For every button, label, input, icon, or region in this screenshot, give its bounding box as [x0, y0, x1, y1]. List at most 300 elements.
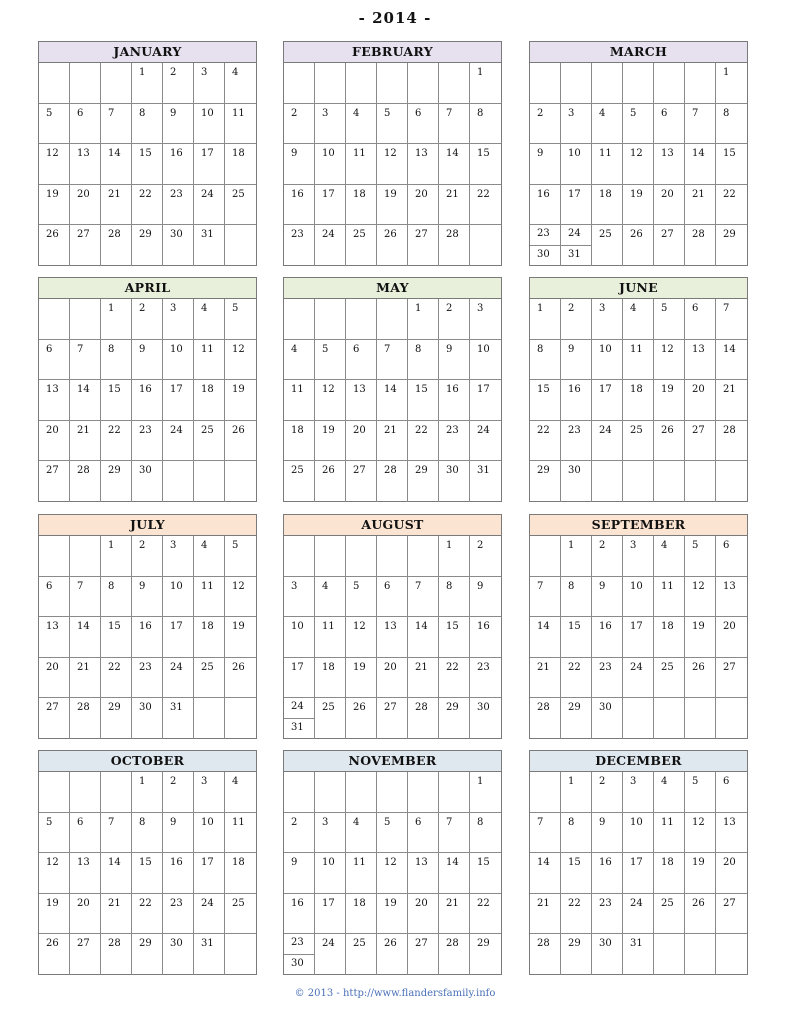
day-number: 5	[692, 776, 699, 787]
day-cell	[654, 63, 685, 104]
day-cell	[315, 536, 346, 577]
day-number: 6	[353, 343, 360, 355]
day-number: 9	[139, 580, 146, 592]
day-cell	[470, 853, 501, 894]
day-cell	[284, 536, 315, 577]
day-cell	[70, 772, 101, 813]
day-number: 28	[692, 229, 705, 241]
day-cell	[439, 421, 470, 462]
day-cell	[346, 144, 377, 185]
day-cell	[225, 772, 256, 813]
day-number: 4	[232, 67, 239, 78]
day-grid	[39, 772, 256, 975]
day-number: 29	[415, 465, 428, 477]
day-cell	[685, 104, 716, 145]
day-cell	[623, 772, 654, 813]
day-cell	[685, 380, 716, 421]
day-cell	[315, 577, 346, 618]
day-number: 12	[353, 621, 366, 633]
day-number: 7	[537, 816, 544, 828]
day-cell	[685, 853, 716, 894]
day-number: 9	[537, 148, 544, 160]
day-number: 4	[599, 107, 606, 119]
day-cell	[70, 617, 101, 658]
day-cell	[163, 772, 194, 813]
day-cell	[716, 617, 747, 658]
day-number: 14	[77, 621, 90, 633]
day-cell	[225, 185, 256, 226]
day-cell	[470, 299, 501, 340]
day-cell	[530, 340, 561, 381]
day-cell	[623, 225, 654, 266]
day-cell	[101, 536, 132, 577]
day-cell	[315, 894, 346, 935]
day-number: 6	[661, 107, 668, 119]
day-cell	[70, 934, 101, 975]
day-number: 25	[599, 229, 612, 241]
day-number: 12	[322, 384, 335, 396]
month-april	[38, 277, 257, 502]
day-cell	[685, 185, 716, 226]
day-cell	[346, 380, 377, 421]
day-cell	[654, 104, 685, 145]
day-number: 7	[537, 580, 544, 592]
month-september	[529, 514, 748, 739]
day-number: 3	[170, 540, 177, 551]
day-number: 22	[108, 424, 121, 436]
day-number: 9	[599, 580, 606, 592]
day-number: 1	[477, 776, 484, 787]
month-october	[38, 750, 257, 975]
day-cell	[284, 185, 315, 226]
day-number: 9	[477, 580, 484, 592]
day-number: 7	[384, 343, 391, 355]
day-number: 19	[692, 621, 705, 633]
day-number: 17	[599, 384, 612, 396]
day-number: 25	[661, 897, 674, 909]
day-number: 20	[415, 897, 428, 909]
day-number: 1	[723, 67, 730, 78]
day-number: 12	[232, 343, 245, 355]
day-cell	[132, 853, 163, 894]
day-cell	[592, 772, 623, 813]
day-number: 22	[477, 897, 490, 909]
day-cell	[439, 617, 470, 658]
day-cell	[439, 853, 470, 894]
day-cell	[685, 617, 716, 658]
day-cell	[530, 185, 561, 226]
day-cell	[225, 340, 256, 381]
day-cell	[716, 813, 747, 854]
day-cell	[225, 461, 256, 502]
day-number: 20	[46, 424, 59, 436]
day-number: 6	[723, 776, 730, 787]
day-cell	[377, 461, 408, 502]
day-cell	[716, 185, 747, 226]
day-number: 4	[661, 776, 668, 787]
day-cell	[194, 340, 225, 381]
day-number: 17	[630, 621, 643, 633]
day-number: 10	[201, 816, 214, 828]
day-cell	[315, 340, 346, 381]
day-cell	[70, 185, 101, 226]
month-june	[529, 277, 748, 502]
day-cell	[654, 536, 685, 577]
day-cell	[592, 617, 623, 658]
day-number: 18	[661, 857, 674, 869]
day-cell	[685, 813, 716, 854]
day-cell	[284, 340, 315, 381]
day-number: 7	[446, 816, 453, 828]
day-number: 20	[46, 661, 59, 673]
day-cell	[561, 617, 592, 658]
day-number: 4	[322, 580, 329, 592]
day-cell	[377, 299, 408, 340]
day-cell	[346, 536, 377, 577]
day-cell	[685, 536, 716, 577]
day-cell	[132, 461, 163, 502]
day-number: 13	[46, 384, 59, 396]
day-cell	[284, 853, 315, 894]
day-cell	[716, 299, 747, 340]
day-number: 11	[232, 816, 245, 828]
day-cell	[685, 658, 716, 699]
day-number: 5	[384, 816, 391, 828]
day-number: 22	[477, 188, 490, 200]
day-number: 29	[568, 702, 581, 714]
day-grid	[39, 536, 256, 739]
day-number: 27	[46, 465, 59, 477]
day-cell	[439, 340, 470, 381]
day-cell	[530, 853, 561, 894]
day-cell	[70, 421, 101, 462]
day-cell	[346, 340, 377, 381]
day-cell	[39, 299, 70, 340]
month-march	[529, 41, 748, 266]
day-cell	[194, 63, 225, 104]
day-number: 1	[568, 776, 575, 787]
day-number: 9	[568, 343, 575, 355]
day-number: 30	[170, 938, 183, 950]
day-cell	[39, 658, 70, 699]
day-cell	[39, 421, 70, 462]
day-cell	[284, 144, 315, 185]
day-number: 3	[568, 107, 575, 119]
day-cell	[716, 658, 747, 699]
day-number: 1	[139, 776, 146, 787]
day-number: 14	[108, 148, 121, 160]
day-number: 3	[170, 303, 177, 314]
day-cell	[530, 813, 561, 854]
day-number: 29	[139, 938, 152, 950]
day-number: 16	[477, 621, 490, 633]
day-cell	[623, 658, 654, 699]
day-number: 21	[77, 661, 90, 673]
day-number: 28	[108, 938, 121, 950]
day-number: 14	[77, 384, 90, 396]
day-number: 6	[723, 540, 730, 551]
day-cell	[623, 299, 654, 340]
day-cell	[408, 813, 439, 854]
day-cell	[194, 617, 225, 658]
day-number: 1	[108, 540, 115, 551]
day-cell	[163, 144, 194, 185]
day-number: 17	[630, 857, 643, 869]
month-header: SEPTEMBER	[530, 515, 747, 536]
day-cell	[70, 144, 101, 185]
day-cell	[132, 934, 163, 975]
day-number: 20	[723, 857, 736, 869]
day-number: 14	[446, 148, 459, 160]
day-cell	[623, 934, 654, 975]
day-cell	[685, 144, 716, 185]
day-cell	[470, 658, 501, 699]
day-cell	[346, 577, 377, 618]
day-cell	[685, 63, 716, 104]
day-number: 6	[415, 816, 422, 828]
month-header: MAY	[284, 278, 501, 299]
day-cell	[315, 144, 346, 185]
day-cell	[561, 63, 592, 104]
day-number: 17	[170, 384, 183, 396]
day-cell	[408, 658, 439, 699]
day-number: 14	[692, 148, 705, 160]
day-cell	[194, 934, 225, 975]
day-cell	[530, 934, 561, 975]
day-number: 31	[201, 938, 214, 950]
day-number: 2	[170, 67, 177, 78]
day-cell	[530, 63, 561, 104]
day-number: 19	[232, 621, 245, 633]
day-cell	[194, 853, 225, 894]
day-number: 20	[77, 897, 90, 909]
day-cell	[225, 63, 256, 104]
month-february	[283, 41, 502, 266]
day-number: 27	[77, 229, 90, 241]
day-cell	[132, 617, 163, 658]
day-number: 9	[291, 857, 298, 869]
day-cell	[685, 225, 716, 266]
day-cell	[654, 698, 685, 739]
day-cell	[39, 225, 70, 266]
day-number: 31	[170, 702, 183, 714]
day-number: 23	[568, 424, 581, 436]
day-cell	[377, 340, 408, 381]
day-cell	[70, 340, 101, 381]
day-number: 15	[477, 148, 490, 160]
day-number: 26	[692, 897, 705, 909]
day-number: 5	[232, 303, 239, 314]
day-cell	[39, 934, 70, 975]
day-cell	[132, 144, 163, 185]
day-number: 29	[477, 938, 490, 950]
day-cell	[592, 340, 623, 381]
day-cell	[685, 577, 716, 618]
day-number: 14	[415, 621, 428, 633]
day-cell	[561, 144, 592, 185]
day-cell	[439, 577, 470, 618]
day-cell	[470, 225, 501, 266]
day-cell	[439, 380, 470, 421]
day-number: 3	[291, 580, 298, 592]
footer-copyright-link[interactable]: © 2013 - http://www.flandersfamily.info	[294, 988, 496, 999]
day-cell	[101, 299, 132, 340]
day-number: 11	[201, 343, 214, 355]
day-number: 21	[537, 661, 550, 673]
day-number: 18	[630, 384, 643, 396]
day-number: 31	[561, 245, 591, 266]
day-cell	[654, 772, 685, 813]
day-cell	[377, 934, 408, 975]
day-number: 19	[692, 857, 705, 869]
day-cell	[163, 421, 194, 462]
day-number: 20	[77, 188, 90, 200]
day-cell	[592, 380, 623, 421]
day-cell	[39, 772, 70, 813]
day-cell	[408, 63, 439, 104]
day-cell	[408, 185, 439, 226]
day-cell	[592, 461, 623, 502]
day-cell	[470, 104, 501, 145]
day-number: 28	[446, 938, 459, 950]
day-cell	[284, 617, 315, 658]
day-number: 18	[232, 857, 245, 869]
day-number: 12	[692, 816, 705, 828]
day-number: 19	[232, 384, 245, 396]
month-july	[38, 514, 257, 739]
day-number: 29	[108, 702, 121, 714]
day-cell	[530, 421, 561, 462]
day-cell	[101, 772, 132, 813]
day-cell	[39, 340, 70, 381]
month-january	[38, 41, 257, 266]
day-cell	[530, 104, 561, 145]
day-number: 26	[46, 938, 59, 950]
day-cell	[592, 299, 623, 340]
day-cell	[194, 536, 225, 577]
day-cell	[623, 185, 654, 226]
day-cell	[654, 225, 685, 266]
day-number: 4	[353, 107, 360, 119]
day-cell	[163, 617, 194, 658]
day-cell	[225, 577, 256, 618]
day-cell	[623, 853, 654, 894]
day-cell	[377, 63, 408, 104]
day-cell	[530, 577, 561, 618]
day-cell	[530, 144, 561, 185]
day-cell	[377, 144, 408, 185]
day-cell	[716, 772, 747, 813]
day-cell	[716, 698, 747, 739]
day-cell	[530, 225, 561, 266]
day-cell	[315, 698, 346, 739]
day-cell	[592, 144, 623, 185]
day-cell	[194, 461, 225, 502]
day-cell	[439, 185, 470, 226]
day-number: 10	[201, 107, 214, 119]
day-cell	[654, 658, 685, 699]
day-number: 17	[322, 188, 335, 200]
day-number: 16	[568, 384, 581, 396]
day-number: 10	[568, 148, 581, 160]
day-cell	[225, 698, 256, 739]
day-number: 4	[201, 540, 208, 551]
month-november	[283, 750, 502, 975]
day-number: 3	[201, 67, 208, 78]
day-number: 26	[630, 229, 643, 241]
day-number: 2	[599, 540, 606, 551]
day-number: 1	[568, 540, 575, 551]
day-number: 12	[384, 857, 397, 869]
day-cell	[225, 617, 256, 658]
day-number: 30	[599, 938, 612, 950]
day-cell	[284, 225, 315, 266]
day-number: 2	[291, 107, 298, 119]
day-cell	[623, 461, 654, 502]
day-number: 25	[201, 424, 214, 436]
day-cell	[654, 299, 685, 340]
day-number: 20	[661, 188, 674, 200]
day-number: 11	[291, 384, 304, 396]
day-number: 21	[108, 897, 121, 909]
day-cell	[284, 299, 315, 340]
day-number: 13	[353, 384, 366, 396]
day-cell	[685, 461, 716, 502]
day-number: 27	[415, 938, 428, 950]
page-title: - 2014 -	[358, 9, 432, 27]
day-cell	[623, 617, 654, 658]
day-cell	[685, 340, 716, 381]
day-number: 18	[201, 621, 214, 633]
day-cell	[377, 225, 408, 266]
day-cell	[346, 63, 377, 104]
day-number: 3	[599, 303, 606, 314]
day-number: 6	[77, 816, 84, 828]
day-number: 26	[384, 229, 397, 241]
day-cell	[408, 536, 439, 577]
day-number: 13	[723, 816, 736, 828]
day-number: 1	[477, 67, 484, 78]
day-cell	[346, 853, 377, 894]
day-number: 4	[661, 540, 668, 551]
day-number: 27	[415, 229, 428, 241]
day-cell	[225, 813, 256, 854]
day-cell	[284, 894, 315, 935]
day-cell	[194, 185, 225, 226]
day-number: 26	[353, 702, 366, 714]
day-cell	[716, 380, 747, 421]
month-header: JUNE	[530, 278, 747, 299]
day-cell	[315, 772, 346, 813]
day-grid	[284, 63, 501, 266]
day-cell	[163, 299, 194, 340]
day-number: 23	[446, 424, 459, 436]
day-cell	[284, 461, 315, 502]
day-cell	[408, 461, 439, 502]
day-cell	[284, 380, 315, 421]
day-number: 5	[384, 107, 391, 119]
month-header: JANUARY	[39, 42, 256, 63]
day-cell	[377, 658, 408, 699]
day-cell	[561, 813, 592, 854]
day-number: 28	[537, 702, 550, 714]
day-number: 25	[201, 661, 214, 673]
month-header: AUGUST	[284, 515, 501, 536]
day-cell	[408, 577, 439, 618]
day-number: 13	[415, 148, 428, 160]
day-cell	[530, 658, 561, 699]
day-number: 17	[201, 148, 214, 160]
